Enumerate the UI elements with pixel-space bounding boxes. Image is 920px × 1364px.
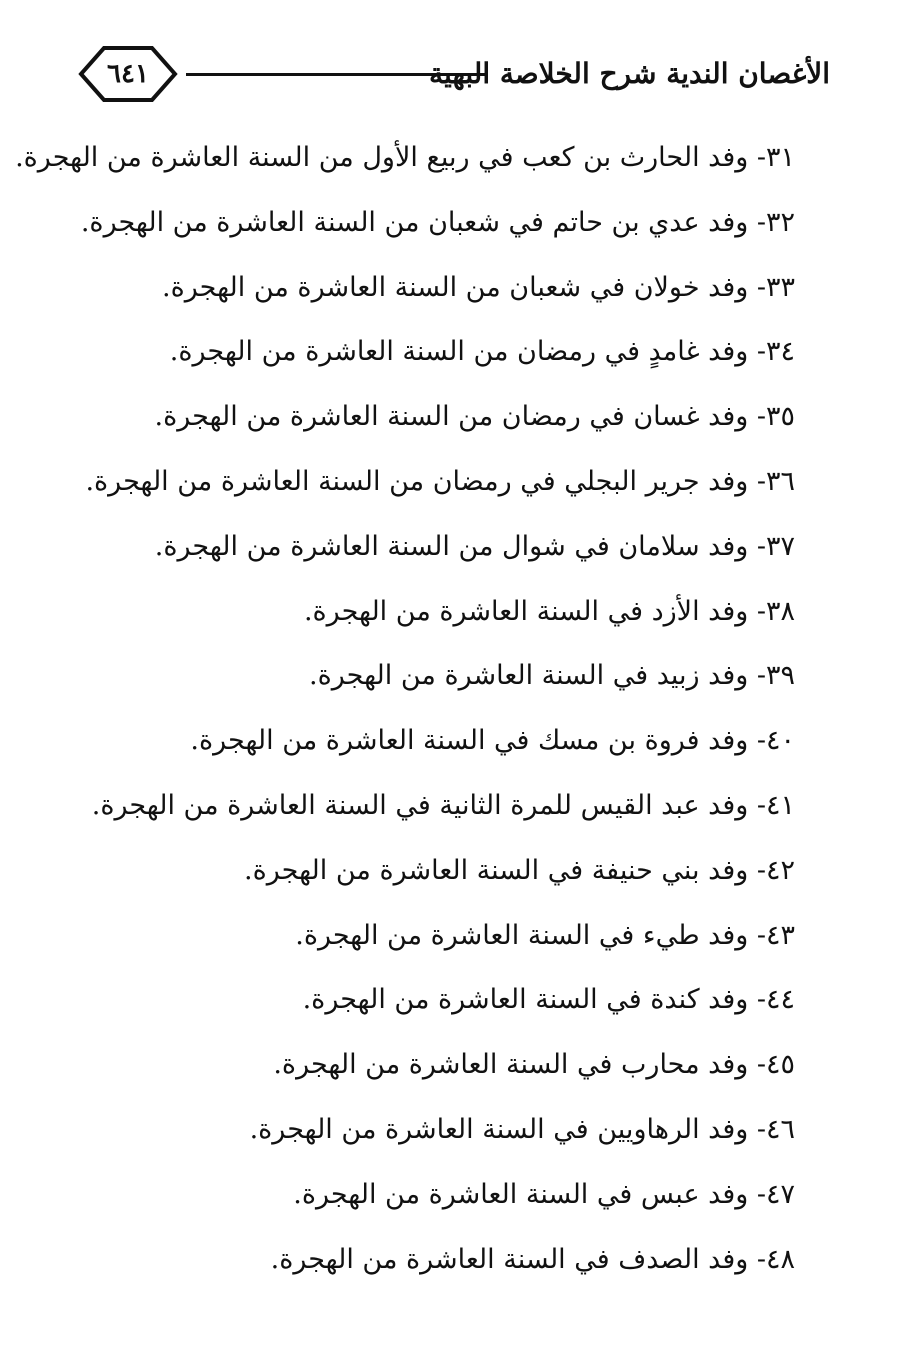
list-item: ٤٢- وفد بني حنيفة في السنة العاشرة من الهجرة. [244, 854, 795, 886]
list-item: ٣١- وفد الحارث بن كعب في ربيع الأول من السنة العاشرة من الهجرة. [15, 142, 795, 173]
list-item: ٣٣- وفد خولان في شعبان من السنة العاشرة من الهجرة. [162, 271, 795, 303]
running-header [78, 44, 830, 104]
list-item: ٣٧- وفد سلامان في شوال من السنة العاشرة من الهجرة. [154, 530, 795, 562]
list-item: ٣٥- وفد غسان في رمضان من السنة العاشرة من الهجرة. [154, 401, 795, 433]
list-item: ٤٣- وفد طيء في السنة العاشرة من الهجرة. [295, 919, 795, 951]
list-item: ٣٤- وفد غامدٍ في رمضان من السنة العاشرة من الهجرة. [169, 336, 795, 368]
book-title: الأغصان الندية شرح الخلاصة البهية [428, 57, 830, 90]
list-item: ٣٩- وفد زبيد في السنة العاشرة من الهجرة. [309, 660, 795, 692]
list-item: ٤١- وفد عبد القيس للمرة الثانية في السنة العاشرة من الهجرة. [91, 789, 795, 821]
delegations-list [15, 134, 795, 1300]
list-item: ٤٤- وفد كندة في السنة العاشرة من الهجرة. [302, 984, 795, 1016]
list-item: ٣٢- وفد عدي بن حاتم في شعبان من السنة العاشرة من الهجرة. [80, 206, 795, 238]
page-number: ٦٤١ [107, 59, 149, 89]
list-item: ٤٨- وفد الصدف في السنة العاشرة من الهجرة. [270, 1243, 795, 1275]
list-item: ٣٨- وفد الأزد في السنة العاشرة من الهجرة. [303, 595, 795, 627]
page-number-badge [78, 44, 178, 104]
list-item: ٤٠- وفد فروة بن مسك في السنة العاشرة من الهجرة. [190, 725, 795, 757]
list-item: ٤٥- وفد محارب في السنة العاشرة من الهجرة. [273, 1049, 795, 1081]
list-item: ٤٦- وفد الرهاويين في السنة العاشرة من الهجرة. [249, 1113, 795, 1145]
list-item: ٣٦- وفد جرير البجلي في رمضان من السنة العاشرة من الهجرة. [85, 465, 795, 497]
list-item: ٤٧- وفد عبس في السنة العاشرة من الهجرة. [293, 1178, 795, 1210]
